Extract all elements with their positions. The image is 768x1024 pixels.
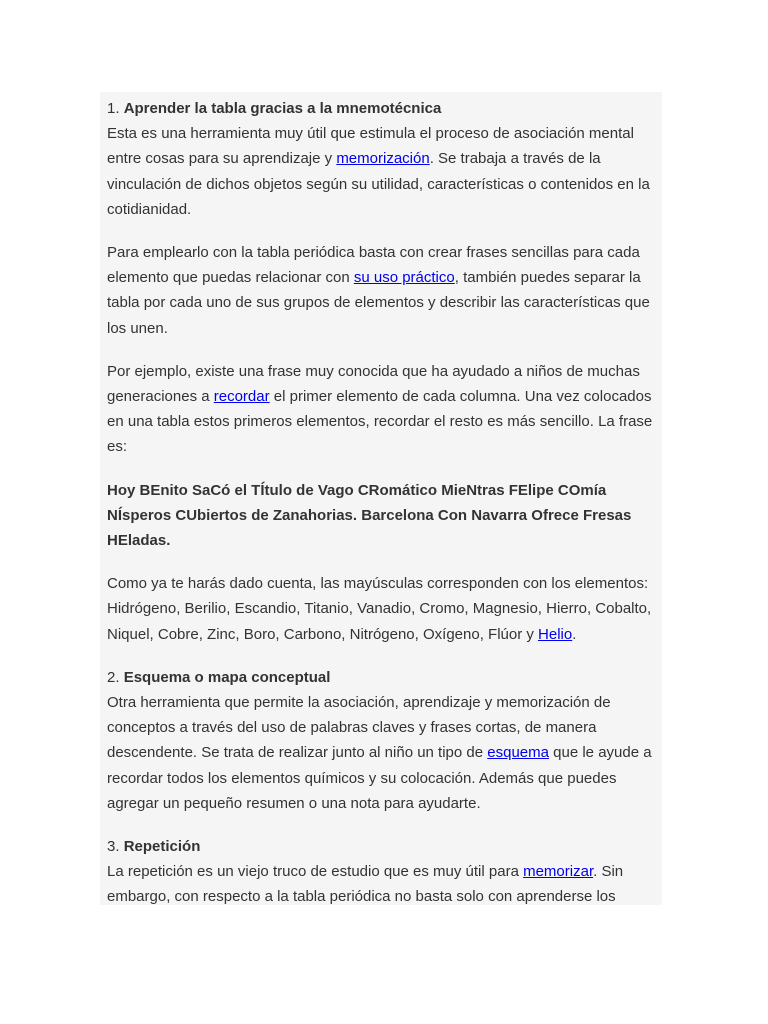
section-1-p2-text: Para emplearlo con la tabla periódica basta con crear frases sencillas para cada elemento que puedas relacionar con (107, 244, 640, 287)
article-container (100, 92, 662, 905)
mnemonic-phrase-text: Hoy BEnito SaCó el TÍtulo de Vago CRomático MieNtras FElipe COmía NÍsperos CUbiertos de Zanahorias. Barcelona Con Navarra Ofrece Fresas HEladas. (107, 481, 632, 550)
section-1-paragraph-3 (107, 359, 661, 460)
section-2-heading: Esquema o mapa conceptual (123, 668, 331, 686)
section-1 (107, 96, 661, 222)
section-3-heading: Repetición (123, 838, 201, 856)
section-1-paragraph-2 (107, 240, 661, 341)
mnemonic-phrase (107, 478, 661, 554)
section-1-number: 1. (107, 100, 124, 117)
memorizacion-link[interactable]: memorización (336, 150, 430, 168)
section-3 (107, 834, 661, 905)
section-1-p4-text-end: . (572, 625, 577, 643)
helio-link[interactable]: Helio (538, 625, 573, 643)
memorizar-link[interactable]: memorizar (523, 863, 594, 881)
section-2-number: 2. (107, 668, 124, 686)
section-2-p1-text-end: que le ayude a recordar todos los elementos químicos y su colocación. Además que puedes agregar un pequeño resumen o una nota para ayudarte. (107, 744, 652, 812)
section-1-paragraph-4 (107, 571, 661, 647)
section-3-p1-text-end: . Sin embargo, con respecto a la tabla periódica no basta solo con aprenderse los (107, 863, 624, 905)
section-1-p2-text-end: , también puedes separar la tabla por cada uno de sus grupos de elementos y describir las características que los unen. (107, 269, 650, 337)
section-1-p3-text-end: el primer elemento de cada columna. Una vez colocados en una tabla estos primeros elementos, recordar el resto es más sencillo. La frase es: (107, 388, 653, 456)
article-body (107, 96, 661, 905)
section-1-p1-text-end: . Se trabaja a través de la vinculación de dichos objetos según su utilidad, características o contenidos en la cotidianidad. (107, 150, 650, 218)
section-1-p1-text: Esta es una herramienta muy útil que estimula el proceso de asociación mental entre cosas para su aprendizaje y (107, 125, 634, 168)
section-1-p3-text: Por ejemplo, existe una frase muy conocida que ha ayudado a niños de muchas generaciones a (107, 362, 640, 406)
section-3-p1-text: La repetición es un viejo truco de estudio que es muy útil para (107, 863, 524, 881)
section-2-p1-text: Otra herramienta que permite la asociación, aprendizaje y memorización de conceptos a través del uso de palabras claves y frases cortas, de manera descendente. Se trata de realizar junto al niño un tipo de (107, 694, 611, 762)
recordar-link[interactable]: recordar (213, 388, 270, 406)
section-1-heading: Aprender la tabla gracias a la mnemotécnica (123, 100, 442, 117)
section-3-number: 3. (107, 838, 124, 856)
uso-practico-link[interactable]: su uso práctico (353, 269, 455, 287)
section-2 (107, 665, 661, 816)
section-1-p4-text: Como ya te harás dado cuenta, las mayúsculas corresponden con los elementos: Hidrógeno, Berilio, Escandio, Titanio, Vanadio, Cromo, Magnesio, Hierro, Cobalto, Niquel, Cobre, Zinc, Boro, Carbono, Nitrógeno, Oxígeno, Flúor y (107, 575, 652, 643)
esquema-link[interactable]: esquema (487, 744, 549, 762)
